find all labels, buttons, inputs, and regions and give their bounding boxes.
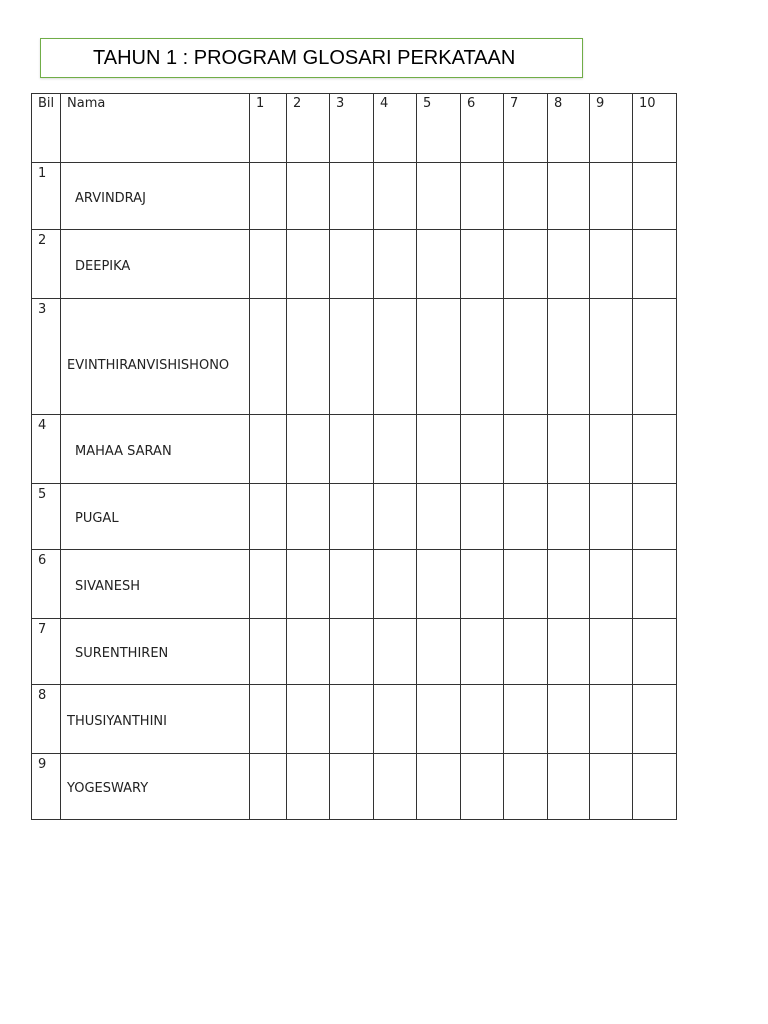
score-cell[interactable]	[590, 230, 633, 299]
score-cell[interactable]	[504, 299, 548, 415]
score-cell[interactable]	[330, 415, 374, 484]
score-cell[interactable]	[590, 163, 633, 230]
table-row	[32, 484, 677, 550]
score-cell[interactable]	[250, 619, 287, 685]
score-cell[interactable]	[548, 299, 590, 415]
score-cell[interactable]	[548, 550, 590, 619]
score-cell[interactable]	[330, 619, 374, 685]
score-cell[interactable]	[330, 685, 374, 754]
score-cell[interactable]	[590, 299, 633, 415]
row-name: MAHAA SARAN	[61, 415, 250, 484]
score-cell[interactable]	[461, 685, 504, 754]
table-row	[32, 550, 677, 619]
score-cell[interactable]	[417, 299, 461, 415]
score-cell[interactable]	[504, 619, 548, 685]
score-cell[interactable]	[548, 619, 590, 685]
header-nama: Nama	[61, 94, 250, 163]
row-bil: 9	[32, 754, 61, 820]
row-name: PUGAL	[61, 484, 250, 550]
score-cell[interactable]	[504, 230, 548, 299]
score-cell[interactable]	[633, 230, 677, 299]
table-header-row	[32, 94, 677, 163]
score-cell[interactable]	[590, 484, 633, 550]
row-name: YOGESWARY	[61, 754, 250, 820]
score-cell[interactable]	[250, 299, 287, 415]
header-col-9: 9	[590, 94, 633, 163]
header-col-2: 2	[287, 94, 330, 163]
page-title: TAHUN 1 : PROGRAM GLOSARI PERKATAAN	[93, 47, 516, 69]
score-cell[interactable]	[330, 299, 374, 415]
score-cell[interactable]	[287, 619, 330, 685]
header-col-3: 3	[330, 94, 374, 163]
row-name: SURENTHIREN	[61, 619, 250, 685]
score-cell[interactable]	[461, 230, 504, 299]
score-cell[interactable]	[250, 550, 287, 619]
score-cell[interactable]	[374, 550, 417, 619]
score-cell[interactable]	[461, 299, 504, 415]
row-name: DEEPIKA	[61, 230, 250, 299]
header-col-8: 8	[548, 94, 590, 163]
table-row	[32, 619, 677, 685]
row-bil: 5	[32, 484, 61, 550]
score-cell[interactable]	[504, 685, 548, 754]
row-name: SIVANESH	[61, 550, 250, 619]
row-bil: 8	[32, 685, 61, 754]
score-cell[interactable]	[374, 619, 417, 685]
header-col-10: 10	[633, 94, 677, 163]
score-cell[interactable]	[461, 619, 504, 685]
table-row	[32, 163, 677, 230]
header-bil: Bil	[32, 94, 61, 163]
score-cell[interactable]	[417, 415, 461, 484]
score-cell[interactable]	[374, 415, 417, 484]
score-cell[interactable]	[417, 619, 461, 685]
score-cell[interactable]	[504, 415, 548, 484]
score-cell[interactable]	[633, 163, 677, 230]
score-cell[interactable]	[461, 163, 504, 230]
score-cell[interactable]	[287, 415, 330, 484]
score-cell[interactable]	[374, 484, 417, 550]
score-cell[interactable]	[633, 415, 677, 484]
score-cell[interactable]	[590, 550, 633, 619]
score-cell[interactable]	[633, 754, 677, 820]
score-cell[interactable]	[633, 619, 677, 685]
table-row	[32, 685, 677, 754]
table-row	[32, 415, 677, 484]
score-cell[interactable]	[417, 484, 461, 550]
row-bil: 3	[32, 299, 61, 415]
score-cell[interactable]	[330, 550, 374, 619]
score-cell[interactable]	[548, 415, 590, 484]
table-row	[32, 299, 677, 415]
score-cell[interactable]	[330, 754, 374, 820]
score-cell[interactable]	[504, 754, 548, 820]
score-cell[interactable]	[461, 754, 504, 820]
score-cell[interactable]	[417, 550, 461, 619]
row-bil: 1	[32, 163, 61, 230]
score-cell[interactable]	[590, 685, 633, 754]
score-cell[interactable]	[287, 754, 330, 820]
score-cell[interactable]	[590, 415, 633, 484]
score-cell[interactable]	[374, 230, 417, 299]
header-col-1: 1	[250, 94, 287, 163]
score-cell[interactable]	[374, 299, 417, 415]
score-cell[interactable]	[417, 685, 461, 754]
score-cell[interactable]	[548, 163, 590, 230]
title-box	[40, 38, 583, 78]
row-name: ARVINDRAJ	[61, 163, 250, 230]
score-cell[interactable]	[417, 754, 461, 820]
table-row	[32, 754, 677, 820]
score-cell[interactable]	[287, 550, 330, 619]
score-cell[interactable]	[250, 685, 287, 754]
score-cell[interactable]	[633, 299, 677, 415]
header-col-6: 6	[461, 94, 504, 163]
score-cell[interactable]	[374, 163, 417, 230]
score-cell[interactable]	[287, 230, 330, 299]
row-bil: 4	[32, 415, 61, 484]
row-bil: 6	[32, 550, 61, 619]
score-cell[interactable]	[633, 685, 677, 754]
row-bil: 2	[32, 230, 61, 299]
header-col-4: 4	[374, 94, 417, 163]
score-cell[interactable]	[590, 619, 633, 685]
score-cell[interactable]	[287, 685, 330, 754]
score-cell[interactable]	[461, 484, 504, 550]
score-cell[interactable]	[633, 550, 677, 619]
glossary-table	[31, 93, 677, 820]
score-cell[interactable]	[633, 484, 677, 550]
score-cell[interactable]	[330, 484, 374, 550]
score-cell[interactable]	[548, 484, 590, 550]
score-cell[interactable]	[374, 685, 417, 754]
score-cell[interactable]	[548, 230, 590, 299]
score-cell[interactable]	[250, 415, 287, 484]
score-cell[interactable]	[590, 754, 633, 820]
row-bil: 7	[32, 619, 61, 685]
score-cell[interactable]	[250, 163, 287, 230]
score-cell[interactable]	[287, 299, 330, 415]
table-row	[32, 230, 677, 299]
row-name: EVINTHIRANVISHISHONO	[61, 299, 250, 415]
score-cell[interactable]	[417, 163, 461, 230]
score-cell[interactable]	[461, 415, 504, 484]
score-cell[interactable]	[548, 685, 590, 754]
score-cell[interactable]	[504, 163, 548, 230]
score-cell[interactable]	[548, 754, 590, 820]
score-cell[interactable]	[504, 550, 548, 619]
score-cell[interactable]	[330, 163, 374, 230]
score-cell[interactable]	[417, 230, 461, 299]
score-cell[interactable]	[374, 754, 417, 820]
score-cell[interactable]	[250, 754, 287, 820]
score-cell[interactable]	[330, 230, 374, 299]
score-cell[interactable]	[461, 550, 504, 619]
header-col-7: 7	[504, 94, 548, 163]
score-cell[interactable]	[287, 484, 330, 550]
score-cell[interactable]	[250, 230, 287, 299]
row-name: THUSIYANTHINI	[61, 685, 250, 754]
score-cell[interactable]	[250, 484, 287, 550]
header-col-5: 5	[417, 94, 461, 163]
score-cell[interactable]	[287, 163, 330, 230]
score-cell[interactable]	[504, 484, 548, 550]
